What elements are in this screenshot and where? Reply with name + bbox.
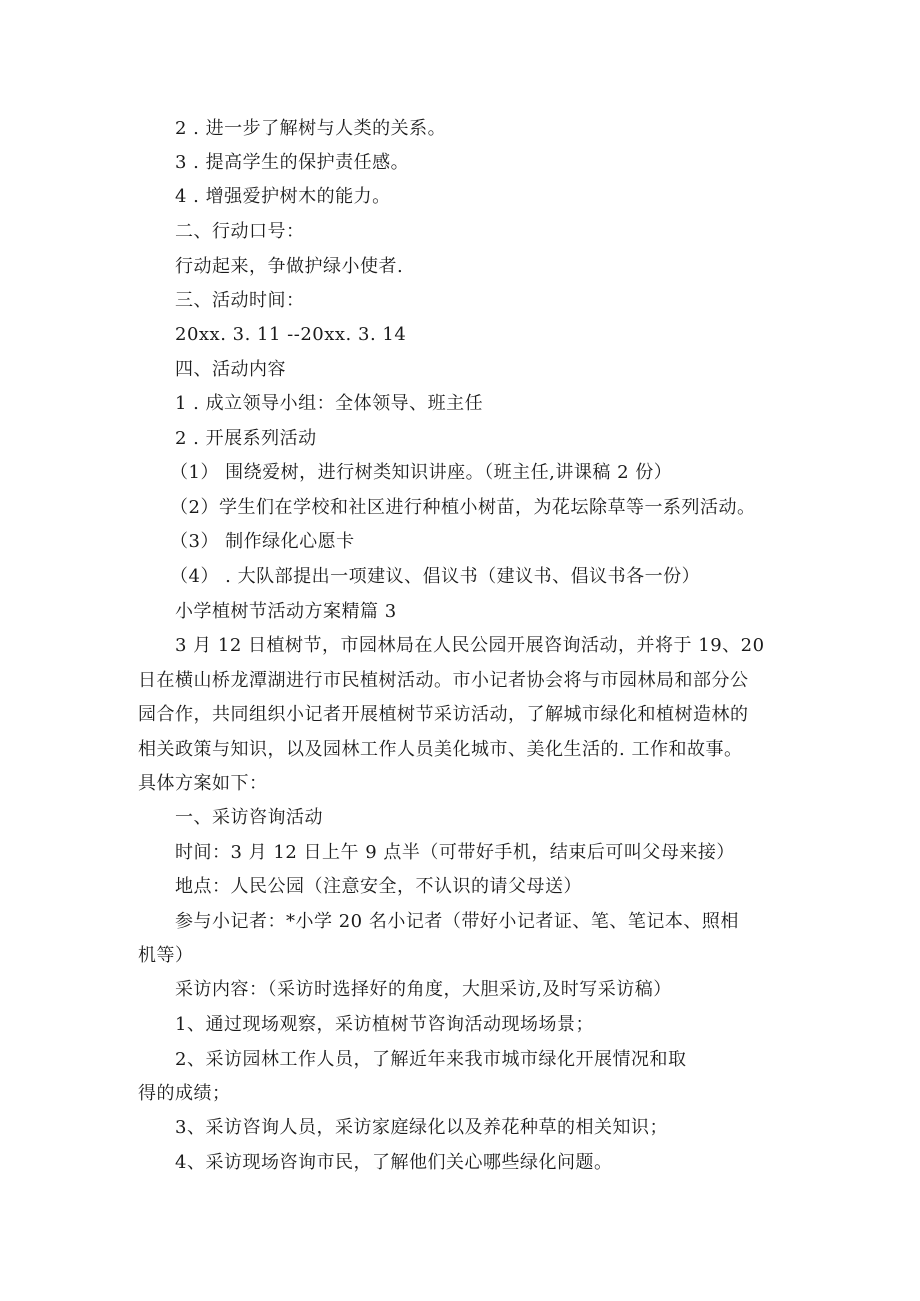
paragraph-line-5: 具体方案如下：: [138, 773, 268, 794]
interview-task-2: 2、采访园林工作人员，了解近年来我市城市绿化开展情况和取: [175, 1049, 687, 1070]
interview-participants-cont: 机等）: [138, 945, 194, 966]
section-heading-time: 三、活动时间：: [175, 290, 305, 311]
interview-task-2-cont: 得的成绩；: [138, 1083, 231, 1104]
objective-4: 4 . 增强爱护树木的能力。: [175, 186, 391, 207]
interview-content-heading: 采访内容：（采访时选择好的角度，大胆采访,及时写采访稿）: [175, 979, 672, 1000]
interview-task-1: 1、通过现场观察，采访植树节咨询活动现场场景；: [175, 1014, 594, 1035]
paragraph-line-1: 3 月 12 日植树节，市园林局在人民公园开展咨询活动，并将于 19、20: [175, 635, 765, 656]
interview-task-3: 3、采访咨询人员，采访家庭绿化以及养花种草的相关知识；: [175, 1117, 668, 1138]
objective-3: 3 . 提高学生的保护责任感。: [175, 152, 410, 173]
paragraph-line-2: 日在横山桥龙潭湖进行市民植树活动。市小记者协会将与市园林局和部分公: [138, 670, 749, 691]
section-heading-slogan: 二、行动口号：: [175, 221, 305, 242]
interview-time: 时间：3 月 12 日上午 9 点半（可带好手机，结束后可叫父母来接）: [175, 842, 735, 863]
sub-item-1: （1） 围绕爱树，进行树类知识讲座。（班主任,讲课稿 2 份）: [170, 462, 673, 483]
sub-item-2: （2）学生们在学校和社区进行种植小树苗，为花坛除草等一系列活动。: [170, 497, 756, 518]
paragraph-line-3: 园合作，共同组织小记者开展植树节采访活动，了解城市绿化和植树造林的: [138, 704, 749, 725]
content-item-2: 2 . 开展系列活动: [175, 428, 317, 449]
interview-location: 地点：人民公园（注意安全，不认识的请父母送）: [175, 876, 582, 897]
slogan-text: 行动起来，争做护绿小使者.: [175, 256, 404, 277]
interview-participants: 参与小记者：*小学 20 名小记者（带好小记者证、笔、笔记本、照相: [175, 911, 739, 932]
paragraph-line-4: 相关政策与知识，以及园林工作人员美化城市、美化生活的. 工作和故事。: [138, 739, 743, 760]
section-heading-interview: 一、采访咨询活动: [175, 807, 323, 828]
section-heading-content: 四、活动内容: [175, 359, 286, 380]
activity-date-range: 20xx. 3. 11 --20xx. 3. 14: [175, 324, 407, 345]
interview-task-4: 4、采访现场咨询市民，了解他们关心哪些绿化问题。: [175, 1152, 613, 1173]
sub-item-4: （4） . 大队部提出一项建议、倡议书（建议书、倡议书各一份）: [170, 566, 701, 587]
sub-item-3: （3） 制作绿化心愿卡: [170, 531, 355, 552]
content-item-1: 1 . 成立领导小组：全体领导、班主任: [175, 393, 484, 414]
article-title: 小学植树节活动方案精篇 3: [175, 601, 397, 622]
objective-2: 2 . 进一步了解树与人类的关系。: [175, 118, 447, 139]
